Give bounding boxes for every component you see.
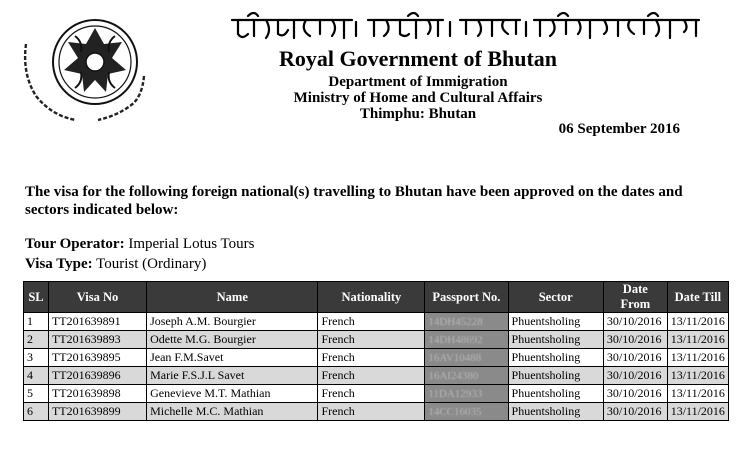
intro-paragraph: The visa for the following foreign national(s) travelling to Bhutan have been approved on the dates and sectors indicated below: (25, 184, 683, 218)
cell-date-till: 13/11/2016 (667, 403, 728, 421)
col-header-passport-no: Passport No. (425, 282, 508, 313)
cell-sl: 6 (24, 403, 49, 421)
cell-visa-no: TT201639898 (48, 385, 146, 403)
visa-type-line (25, 256, 206, 273)
col-header-visa-no: Visa No (48, 282, 146, 313)
passport-number: 16AI24380 (428, 369, 479, 382)
cell-name: Joseph A.M. Bourgier (147, 313, 318, 331)
ministry-name: Ministry of Home and Cultural Affairs (293, 90, 543, 106)
table-header-row (24, 282, 729, 313)
table-row (24, 331, 729, 349)
table-row (24, 385, 729, 403)
passport-number: 14DH45228 (428, 315, 483, 328)
cell-passport-no-redacted (425, 313, 508, 331)
letter-date: 06 September 2016 (558, 121, 680, 137)
cell-passport-no-redacted (425, 367, 508, 385)
cell-sector: Phuentsholing (508, 385, 603, 403)
dzongkha-heading-script (228, 12, 703, 44)
cell-name: Jean F.M.Savet (147, 349, 318, 367)
cell-nationality: French (318, 367, 425, 385)
col-header-name: Name (147, 282, 318, 313)
col-header-date-from: Date From (603, 282, 667, 313)
cell-date-from: 30/10/2016 (603, 403, 667, 421)
cell-visa-no: TT201639895 (48, 349, 146, 367)
table-row (24, 403, 729, 421)
cell-name: Michelle M.C. Mathian (147, 403, 318, 421)
cell-sector: Phuentsholing (508, 349, 603, 367)
cell-sector: Phuentsholing (508, 367, 603, 385)
cell-date-from: 30/10/2016 (603, 349, 667, 367)
tour-operator-value: Imperial Lotus Tours (128, 236, 255, 252)
cell-date-till: 13/11/2016 (667, 313, 728, 331)
cell-sector: Phuentsholing (508, 331, 603, 349)
cell-name: Odette M.G. Bourgier (147, 331, 318, 349)
table-row (24, 313, 729, 331)
royal-emblem-icon (18, 14, 152, 122)
col-header-sector: Sector (508, 282, 603, 313)
table-row (24, 367, 729, 385)
tour-operator-line (25, 236, 255, 253)
cell-name: Marie F.S.J.L Savet (147, 367, 318, 385)
cell-visa-no: TT201639891 (48, 313, 146, 331)
visa-type-value: Tourist (Ordinary) (96, 256, 207, 272)
cell-date-from: 30/10/2016 (603, 313, 667, 331)
department-name: Department of Immigration (328, 74, 508, 90)
cell-date-from: 30/10/2016 (603, 367, 667, 385)
cell-sl: 4 (24, 367, 49, 385)
col-header-nationality: Nationality (318, 282, 425, 313)
cell-sl: 5 (24, 385, 49, 403)
cell-visa-no: TT201639893 (48, 331, 146, 349)
cell-passport-no-redacted (425, 385, 508, 403)
cell-name: Genevieve M.T. Mathian (147, 385, 318, 403)
cell-date-from: 30/10/2016 (603, 331, 667, 349)
table-row (24, 349, 729, 367)
cell-nationality: French (318, 385, 425, 403)
visa-type-label: Visa Type: (25, 256, 93, 272)
cell-date-till: 13/11/2016 (667, 367, 728, 385)
col-header-date-till: Date Till (667, 282, 728, 313)
cell-date-from: 30/10/2016 (603, 385, 667, 403)
cell-sl: 3 (24, 349, 49, 367)
passport-number: 16AV10488 (428, 351, 482, 364)
cell-sl: 1 (24, 313, 49, 331)
cell-sl: 2 (24, 331, 49, 349)
cell-passport-no-redacted (425, 331, 508, 349)
cell-nationality: French (318, 349, 425, 367)
tour-operator-label: Tour Operator: (25, 236, 125, 252)
passport-number: 11DA12933 (428, 387, 483, 400)
passport-number: 14CC16035 (428, 405, 482, 418)
cell-date-till: 13/11/2016 (667, 385, 728, 403)
cell-nationality: French (318, 313, 425, 331)
cell-visa-no: TT201639896 (48, 367, 146, 385)
cell-sector: Phuentsholing (508, 313, 603, 331)
col-header-sl: SL (24, 282, 49, 313)
cell-date-till: 13/11/2016 (667, 331, 728, 349)
passport-number: 14DH48692 (428, 333, 483, 346)
cell-passport-no-redacted (425, 349, 508, 367)
visa-table (23, 281, 729, 421)
government-title: Royal Government of Bhutan (278, 46, 558, 71)
cell-date-till: 13/11/2016 (667, 349, 728, 367)
cell-nationality: French (318, 403, 425, 421)
cell-passport-no-redacted (425, 403, 508, 421)
city-name: Thimphu: Bhutan (359, 106, 477, 122)
cell-sector: Phuentsholing (508, 403, 603, 421)
cell-nationality: French (318, 331, 425, 349)
cell-visa-no: TT201639899 (48, 403, 146, 421)
